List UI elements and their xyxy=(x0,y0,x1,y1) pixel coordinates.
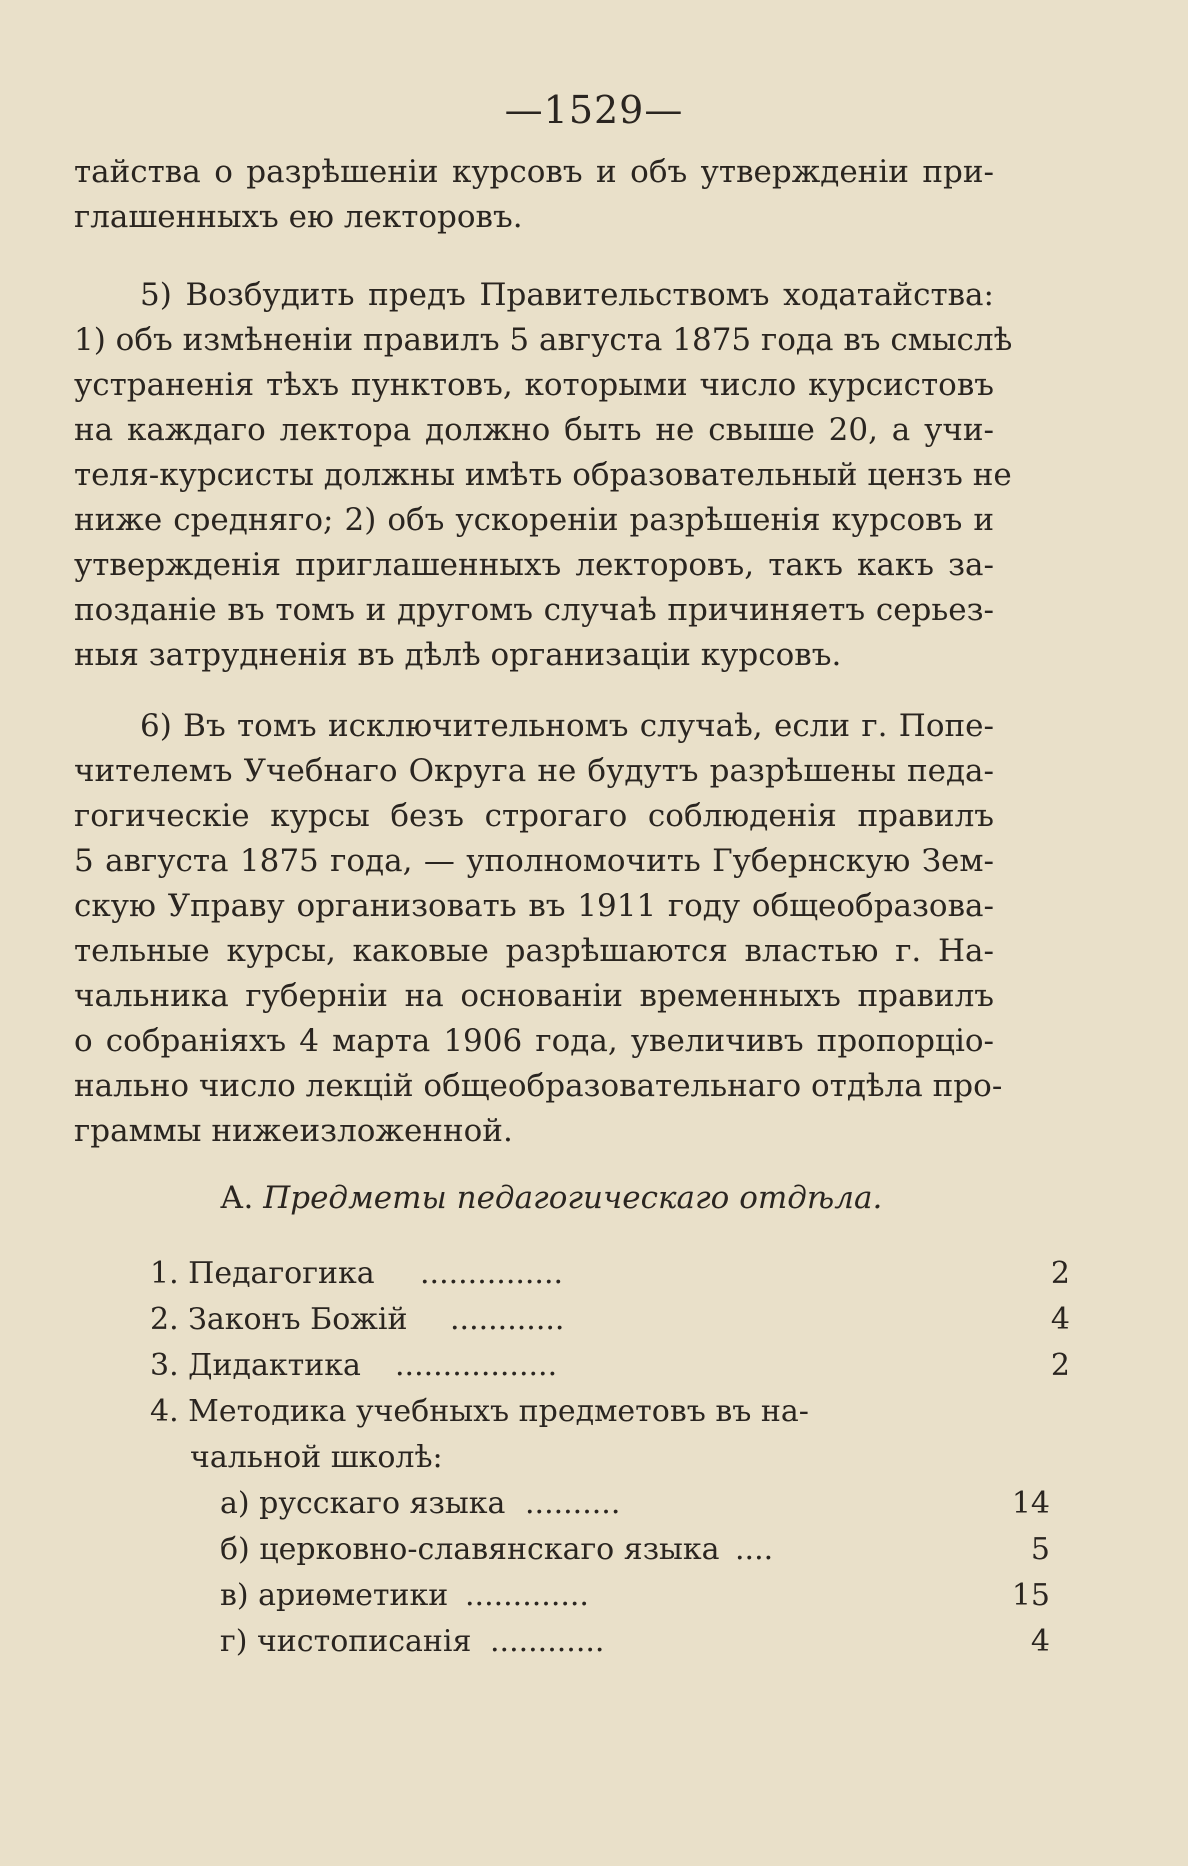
item-value: 15 xyxy=(1011,1578,1050,1613)
item-value: 5 xyxy=(1030,1532,1050,1567)
text-line: на каждаго лектора должно быть не свыше 20, а учи- xyxy=(74,412,994,448)
item-number: б) xyxy=(220,1532,250,1567)
text-line: теля-курсисты должны имѣть образовательный цензъ не xyxy=(74,457,1012,493)
text-line: ниже средняго; 2) объ ускоренiи разрѣшенiя курсовъ и xyxy=(74,502,994,538)
item-number: а) xyxy=(220,1486,250,1521)
text-line: скую Управу организовать въ 1911 году общеобразова- xyxy=(74,888,994,924)
leader-dots: ............... xyxy=(420,1256,564,1291)
text-line: тельные курсы, каковые разрѣшаются властью г. На- xyxy=(74,933,994,969)
item-number: 2. xyxy=(150,1302,179,1337)
text-line: о собранiяхъ 4 марта 1906 года, увеличивъ пропорцiо- xyxy=(74,1023,994,1059)
text-line: 5 августа 1875 года, — уполномочить Губернскую Зем- xyxy=(74,843,994,879)
leader-dots: ............ xyxy=(490,1624,605,1659)
item-value: 4 xyxy=(1030,1624,1050,1659)
text-line: 1) объ измѣненiи правилъ 5 августа 1875 года въ смыслѣ xyxy=(74,322,1013,358)
text-line: чальника губернiи на основанiи временныхъ правилъ xyxy=(74,978,994,1014)
section-letter: А. xyxy=(220,1180,254,1216)
text-line: гогическiе курсы безъ строгаго соблюденiя правилъ xyxy=(74,798,994,834)
leader-dots: ............ xyxy=(450,1302,565,1337)
item-label: русскаго языка xyxy=(259,1486,506,1521)
leader-dots: .......... xyxy=(525,1486,621,1521)
item-number: 3. xyxy=(150,1348,179,1383)
text-line: ныя затрудненiя въ дѣлѣ организацiи курсовъ. xyxy=(74,637,842,673)
text-line: устраненiя тѣхъ пунктовъ, которыми число курсистовъ xyxy=(74,367,994,403)
list-item xyxy=(220,1486,1050,1521)
item-number: г) xyxy=(220,1624,248,1659)
list-item xyxy=(150,1256,1070,1291)
list-item xyxy=(220,1532,1050,1567)
text-line: чителемъ Учебнаго Округа не будутъ разрѣшены педа- xyxy=(74,753,994,789)
leader-dots: .... xyxy=(735,1532,774,1567)
text-line: позданiе въ томъ и другомъ случаѣ причиняетъ серьез- xyxy=(74,592,994,628)
list-item xyxy=(220,1624,1050,1659)
text-line: глашенныхъ ею лекторовъ. xyxy=(74,199,523,235)
text-line: нально число лекцiй общеобразовательнаго отдѣла про- xyxy=(74,1068,1003,1104)
list-item xyxy=(220,1578,1050,1613)
page-number: —1529— xyxy=(504,88,684,132)
item-label: ариѳметики xyxy=(258,1578,449,1613)
text-line: граммы нижеизложенной. xyxy=(74,1113,513,1149)
text-line: 5) Возбудить предъ Правительствомъ ходатайства: xyxy=(140,277,994,313)
item-label: чистописанiя xyxy=(256,1624,472,1659)
text-line: утвержденiя приглашенныхъ лекторовъ, такъ какъ за- xyxy=(74,547,994,583)
item-value: 2 xyxy=(1050,1348,1070,1383)
leader-dots: ............. xyxy=(465,1578,589,1613)
list-item xyxy=(190,1440,890,1475)
item-number: в) xyxy=(220,1578,249,1613)
item-label: чальной школѣ: xyxy=(190,1440,443,1475)
section-heading xyxy=(220,1180,920,1216)
item-number: 4. xyxy=(150,1394,179,1429)
item-number: 1. xyxy=(150,1256,179,1291)
list-item xyxy=(150,1302,1070,1337)
list-item xyxy=(150,1394,920,1429)
item-value: 14 xyxy=(1011,1486,1050,1521)
item-label: Дидактика xyxy=(188,1348,361,1383)
list-item xyxy=(150,1348,1070,1383)
item-label: Педагогика xyxy=(188,1256,375,1291)
text-line: 6) Въ томъ исключительномъ случаѣ, если г. Попе- xyxy=(140,708,994,744)
leader-dots: ................. xyxy=(395,1348,558,1383)
text-line: тайства о разрѣшенiи курсовъ и объ утвержденiи при- xyxy=(74,154,994,190)
item-value: 2 xyxy=(1050,1256,1070,1291)
item-label: церковно-славянскаго языка xyxy=(259,1532,720,1567)
item-label: Законъ Божiй xyxy=(188,1302,408,1337)
item-label: Методика учебныхъ предметовъ въ на- xyxy=(188,1394,809,1429)
section-title: Предметы педагогическаго отдѣла. xyxy=(263,1180,883,1216)
item-value: 4 xyxy=(1050,1302,1070,1337)
